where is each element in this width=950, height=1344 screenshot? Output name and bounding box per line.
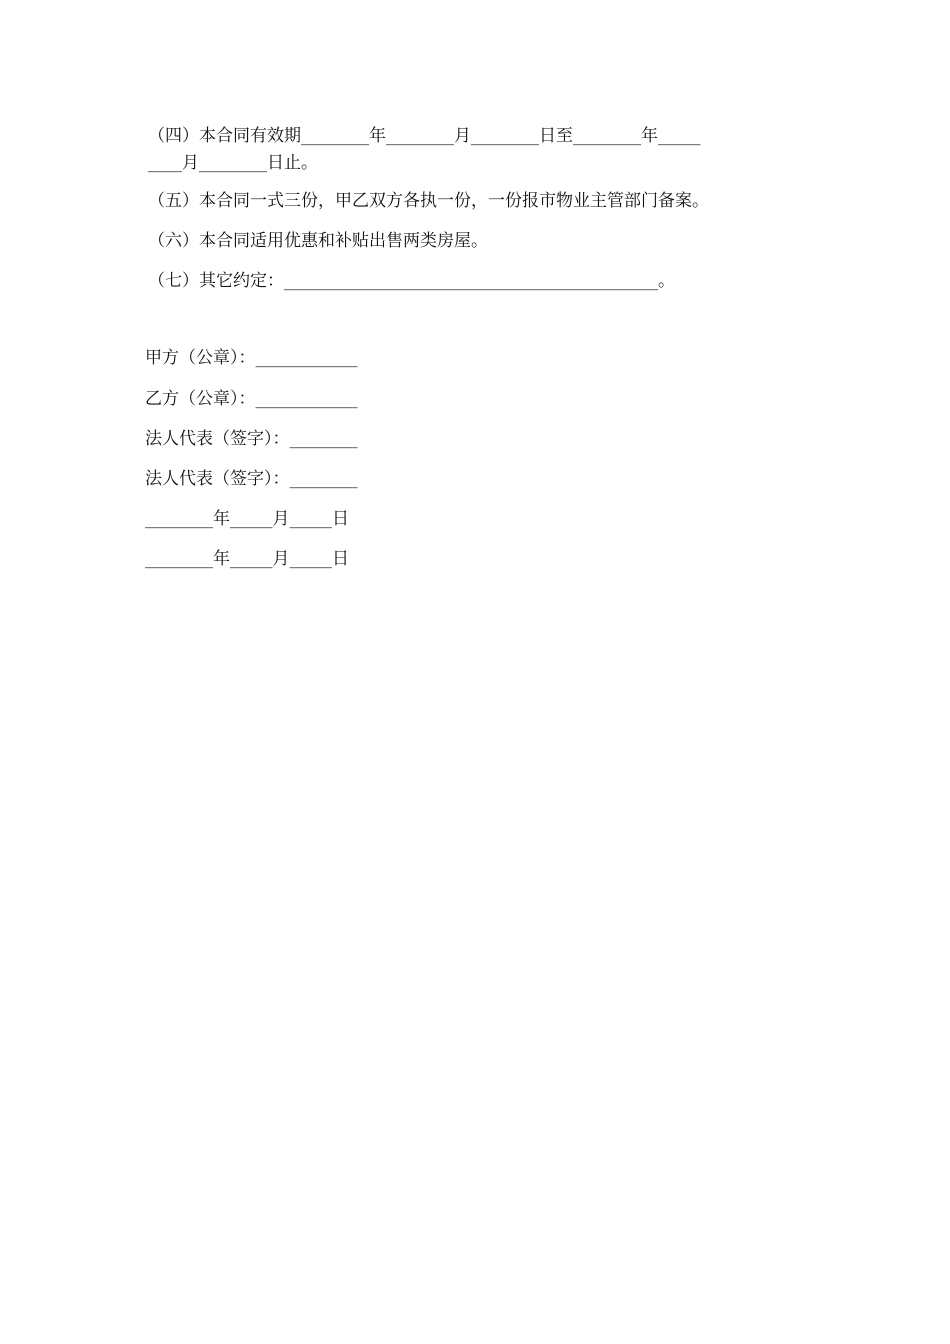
clause-seven: （七）其它约定：____________________________________________。 [148, 271, 675, 291]
clause-six: （六）本合同适用优惠和补贴出售两类房屋。 [148, 231, 488, 251]
legal-rep-signature-line: 法人代表（签字）：________ [145, 429, 358, 449]
party-b-seal-line: 乙方（公章）：____________ [145, 389, 358, 409]
clause-four-line-2: ____月________日止。 [148, 153, 318, 173]
date-line: ________年_____月_____日 [145, 509, 349, 529]
date-line: ________年_____月_____日 [145, 549, 349, 569]
party-a-seal-line: 甲方（公章）：____________ [145, 348, 358, 368]
clause-five: （五）本合同一式三份，甲乙双方各执一份，一份报市物业主管部门备案。 [148, 191, 709, 211]
legal-rep-signature-line: 法人代表（签字）：________ [145, 469, 358, 489]
clause-four-line-1: （四）本合同有效期________年________月________日至________年_____ [148, 126, 701, 146]
